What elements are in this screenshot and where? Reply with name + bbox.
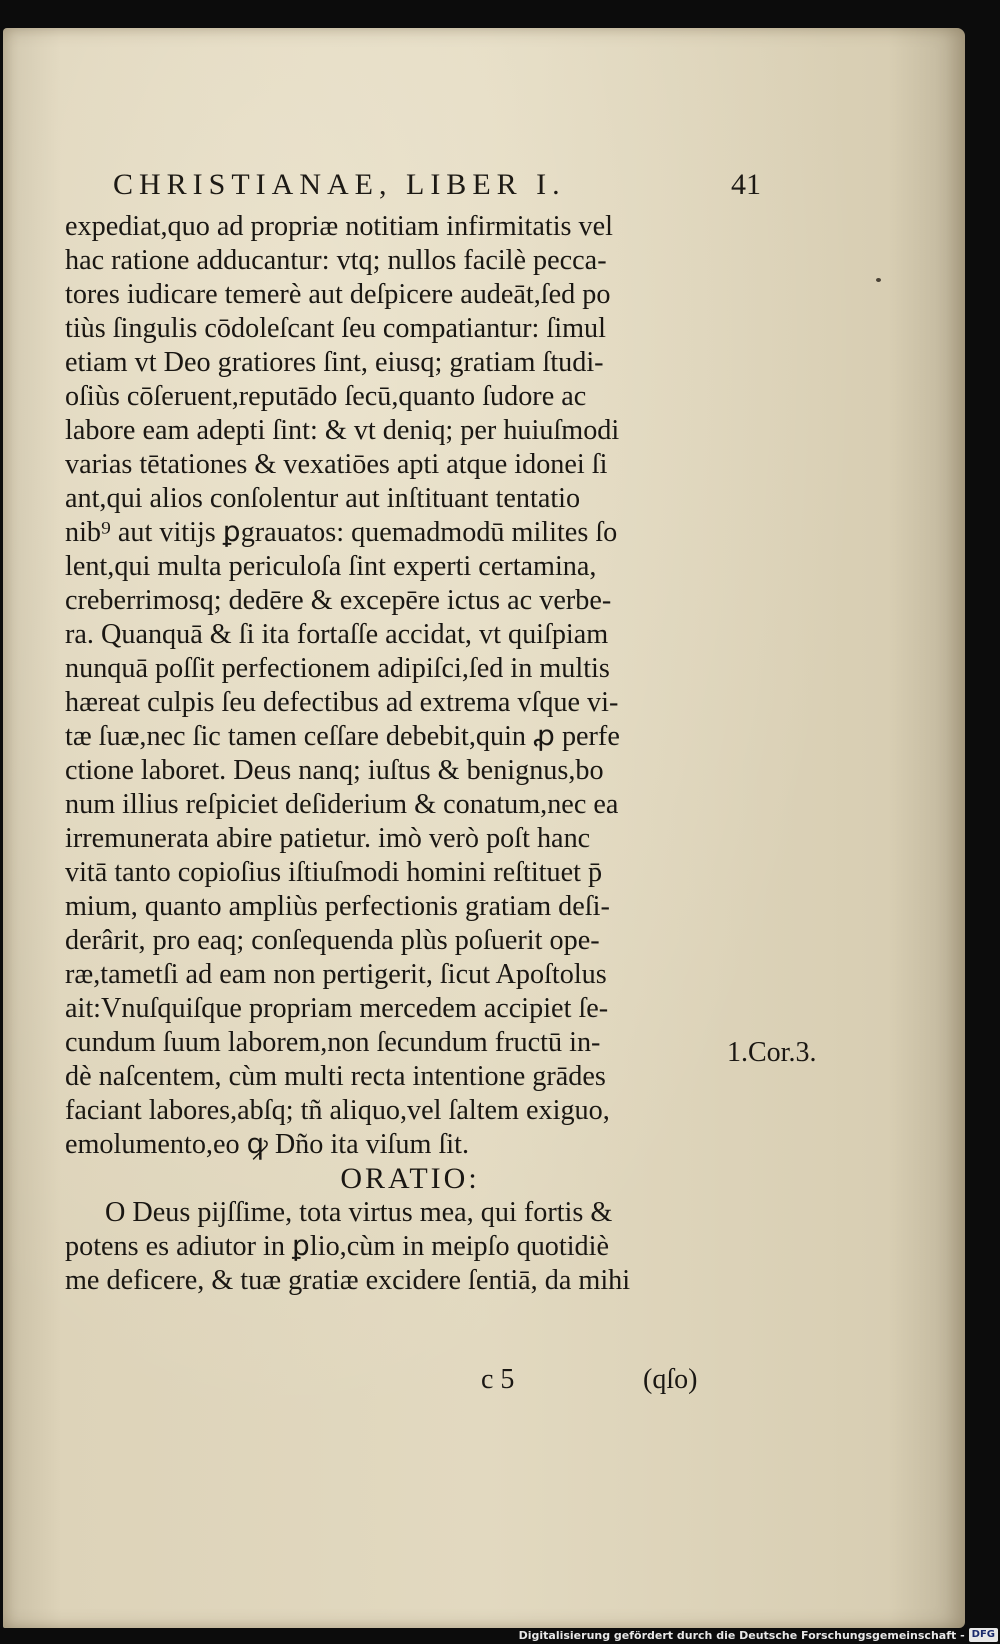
prayer-heading: ORATIO: [340,1162,480,1195]
text-line: etiam vt Deo gratiores ſint, eiusq; gratiam ſtudi- [65,347,604,378]
text-line: faciant labores,abſq; tñ aliquo,vel ſaltem exiguo, [65,1095,610,1126]
text-line: tæ ſuæ,nec ſic tamen ceſſare debebit,quin ꝓ perfe [65,721,620,752]
text-line: labore eam adepti ſint: & vt deniq; per huiuſmodi [65,415,620,446]
body-text [65,210,715,1298]
page-number: 41 [731,168,761,201]
text-line: ra. Quanquā & ſi ita fortaſſe accidat, vt quiſpiam [65,619,609,650]
prayer-line: me deficere, & tuæ gratiæ excidere ſentiā, da mihi [65,1265,631,1296]
text-line: expediat,quo ad propriæ notitiam infirmitatis vel [65,211,613,242]
signature-mark: c 5 [481,1364,515,1395]
dfg-logo-icon: DFG [969,1628,998,1642]
text-line: hac ratione adducantur: vtq; nullos facilè pecca- [65,245,607,276]
running-title: CHRISTIANAE, LIBER I. [113,168,566,201]
book-page [3,28,965,1628]
text-line: oſiùs cōſeruent,reputādo ſecū,quanto ſudore ac [65,381,587,412]
text-line: varias tētationes & vexatiōes apti atque idonei ſi [65,449,608,480]
text-line: ctione laboret. Deus nanq; iuſtus & benignus,bo [65,755,604,786]
text-line: tiùs ſingulis cōdoleſcant ſeu compatiantur: ſimul [65,313,606,344]
text-line: vitā tanto copioſius iſtiuſmodi homini reſtituet p̄ [65,857,603,888]
funding-credit: Digitalisierung gefördert durch die Deutsche Forschungsgemeinschaft - [518,1628,965,1642]
text-line: ræ,tametſi ad eam non pertigerit, ſicut Apoſtolus [65,959,607,990]
text-line: derârit, pro eaq; conſequenda plùs poſuerit ope- [65,925,600,956]
prayer-line: potens es adiutor in ꝑlio,cùm in meipſo quotidiè [65,1231,609,1262]
digitization-footer [519,1626,1000,1644]
text-line: num illius reſpiciet deſiderium & conatum,nec ea [65,789,619,820]
catchword: (qſo) [643,1364,698,1395]
text-line: tores iudicare temerè aut deſpicere audeāt,ſed po [65,279,611,310]
ink-speck [876,278,881,282]
prayer-line: O Deus pijſſime, tota virtus mea, qui fortis & [105,1197,613,1228]
text-line: mium, quanto ampliùs perfectionis gratiam deſi- [65,891,610,922]
text-line: cundum ſuum laborem,non ſecundum fructū in- [65,1027,601,1058]
text-line: lent,qui multa periculoſa ſint experti certamina, [65,551,597,582]
signature-line [3,1364,723,1398]
marginal-note: 1.Cor.3. [727,1037,817,1068]
text-line: ant,qui alios conſolentur aut inſtituant tentatio [65,483,581,514]
text-line: dè naſcentem, cùm multi recta intentione grādes [65,1061,606,1092]
text-line: hæreat culpis ſeu defectibus ad extrema vſque vi- [65,687,619,718]
text-line: creberrimosq; dedēre & excepēre ictus ac verbe- [65,585,612,616]
text-line: ait:Vnuſquiſque propriam mercedem accipiet ſe- [65,993,609,1024]
text-line: irremunerata abire patietur. imò verò poſt hanc [65,823,591,854]
text-line: nunquā poſſit perfectionem adipiſci,ſed in multis [65,653,610,684]
text-line: nib⁹ aut vitijs ꝑgrauatos: quemadmodū milites ſo [65,517,618,548]
text-line: emolumento,eo ꝙ Dño ita viſum ſit. [65,1129,469,1160]
